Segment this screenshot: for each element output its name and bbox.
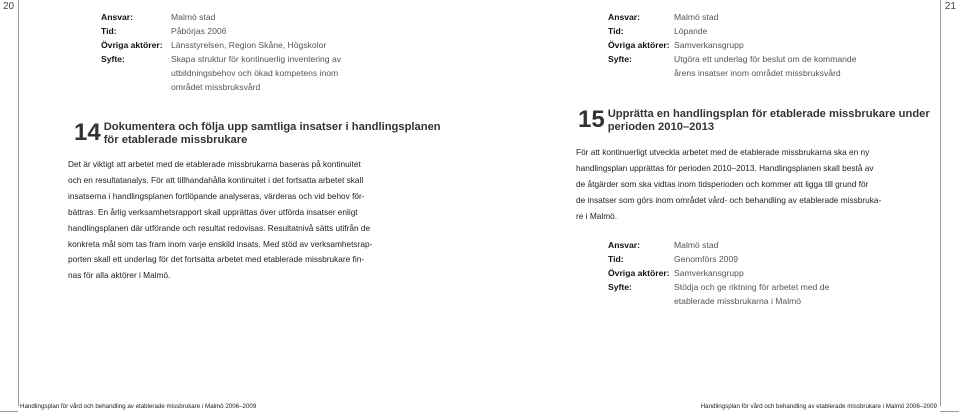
info-row-time — [608, 24, 908, 38]
right-edge-rule — [940, 0, 941, 406]
info-row-time — [101, 24, 401, 38]
info-label: Syfte: — [101, 54, 125, 64]
info-value: Genomförs 2009 — [674, 254, 739, 264]
info-label: Syfte: — [608, 282, 632, 292]
info-value-line: Skapa struktur för kontinuerlig inventering av — [171, 54, 342, 64]
info-value — [171, 52, 401, 94]
body-line: För att kontinuerligt utveckla arbetet med de etablerade missbrukarna ska en ny — [576, 147, 870, 157]
section-number: 14 — [74, 119, 101, 146]
info-value: Samverkansgrupp — [674, 268, 744, 278]
info-value: Malmö stad — [674, 240, 719, 250]
info-value-line: området missbruksvård — [171, 82, 261, 92]
section-title — [608, 108, 930, 134]
info-value: Löpande — [674, 26, 708, 36]
left-top-info-block — [101, 10, 401, 94]
info-value: Påbörjas 2006 — [171, 26, 227, 36]
left-edge-rule — [18, 0, 19, 406]
info-row-responsible — [608, 10, 908, 24]
info-label: Övriga aktörer: — [608, 40, 670, 50]
info-value-line: Utgöra ett underlag för beslut om de kommande — [674, 54, 857, 64]
section-title-line: Upprätta en handlingsplan för etablerade missbrukare under — [607, 108, 930, 120]
info-value-line: utbildningsbehov och ökad kompetens inom — [171, 68, 339, 78]
body-line: insatserna i handlingsplanen fortlöpande analyseras, värderas och vid behov för- — [68, 190, 365, 201]
body-line: handlingsplanen där utförande och resultat redovisas. Resultatnivå sätts utifrån de — [68, 222, 371, 233]
section-number: 15 — [578, 106, 605, 133]
section-body-15 — [576, 145, 906, 225]
info-value — [674, 280, 908, 308]
info-label: Ansvar: — [101, 12, 133, 22]
right-top-info-block — [608, 10, 908, 80]
info-row-purpose — [101, 52, 401, 94]
body-line: de insatser som görs inom området vård- och behandling av etablerade missbruka- — [576, 194, 882, 205]
info-label: Ansvar: — [608, 12, 640, 22]
footer-right: Handlingsplan för vård och behandling av etablerade missbrukare i Malmö 2006–2009 — [700, 403, 937, 410]
info-row-purpose — [608, 52, 908, 80]
page-number-right: 21 — [944, 1, 956, 12]
info-label: Tid: — [608, 254, 624, 264]
info-row-responsible — [101, 10, 401, 24]
section-heading-15 — [578, 108, 930, 134]
body-line: konkreta mål som tas fram inom varje enskild insats. Med stöd av verksamhetsrap- — [68, 238, 373, 249]
info-label: Tid: — [101, 26, 117, 36]
info-row-actors — [101, 38, 401, 52]
body-line: nas för alla aktörer i Malmö. — [68, 270, 171, 281]
body-line: re i Malmö. — [576, 210, 618, 221]
info-value-line: etablerade missbrukarna i Malmö — [674, 296, 802, 306]
section-title — [104, 121, 441, 147]
info-label: Syfte: — [608, 54, 632, 64]
body-line: handlingsplan upprättas för perioden 2010–2013. Handlingsplanen skall bestå av — [576, 162, 874, 173]
info-row-responsible — [608, 238, 908, 252]
body-line: de åtgärder som ska vidtas inom tidsperioden och kommer att ligga till grund för — [576, 178, 869, 189]
page-number-left: 20 — [3, 1, 15, 12]
info-row-time — [608, 252, 908, 266]
info-value-line: årens insatser inom området missbruksvård — [674, 68, 841, 78]
body-line: porten skall ett underlag för det fortsatta arbetet med etablerade missbrukare fin- — [68, 254, 365, 265]
section-heading-14 — [74, 121, 441, 147]
info-label: Tid: — [608, 26, 624, 36]
body-line: Det är viktigt att arbetet med de etablerade missbrukarna baseras på kontinuitet — [68, 159, 361, 169]
section-title-line: för etablerade missbrukare — [103, 134, 248, 146]
info-row-actors — [608, 266, 908, 280]
info-value: Länsstyrelsen, Region Skåne, Högskolor — [171, 40, 327, 50]
info-value: Malmö stad — [171, 12, 216, 22]
info-value — [674, 52, 908, 80]
info-value: Malmö stad — [674, 12, 719, 22]
info-row-purpose — [608, 280, 908, 308]
body-line: bättras. En årlig verksamhetsrapport skall upprättas över utförda insatser enligt — [68, 206, 358, 217]
right-bottom-info-block — [608, 238, 908, 308]
info-label: Övriga aktörer: — [101, 40, 163, 50]
section-title-line: Dokumentera och följa upp samtliga insatser i handlingsplanen — [103, 121, 441, 133]
section-body-14 — [68, 157, 388, 284]
info-value: Samverkansgrupp — [674, 40, 744, 50]
info-value-line: Stödja och ge riktning för arbetet med de — [674, 282, 830, 292]
info-label: Övriga aktörer: — [608, 268, 670, 278]
footer-left: Handlingsplan för vård och behandling av etablerade missbrukare i Malmö 2006–2009 — [20, 403, 257, 410]
section-title-line: perioden 2010–2013 — [607, 121, 715, 133]
info-label: Ansvar: — [608, 240, 640, 250]
info-row-actors — [608, 38, 908, 52]
body-line: och en resultatanalys. För att tillhandahålla kontinuitet i det fortsatta arbetet skall — [68, 174, 364, 185]
